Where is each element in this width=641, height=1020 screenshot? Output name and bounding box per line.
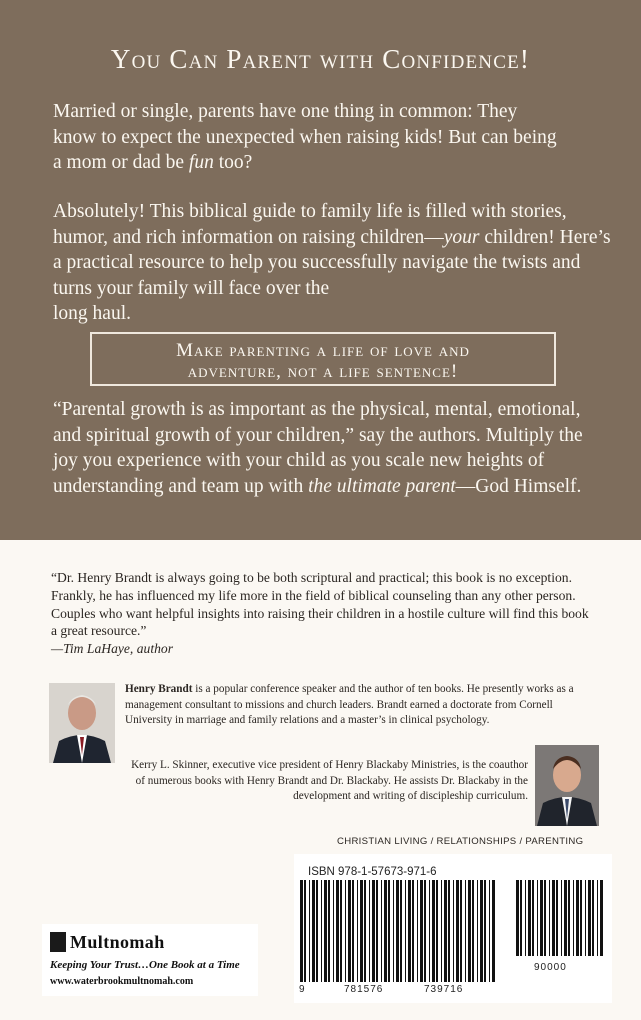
- barcode-bar: [312, 880, 315, 982]
- barcode-bar: [372, 880, 375, 982]
- author-photo-skinner: [535, 745, 599, 826]
- barcode-bar: [532, 880, 534, 956]
- barcode-bar: [420, 880, 423, 982]
- barcode-bar: [364, 880, 366, 982]
- barcode-bar: [600, 880, 603, 956]
- barcode-bar: [352, 880, 354, 982]
- description-emphasis: your: [443, 226, 480, 248]
- quote-emphasis: the ultimate parent: [308, 475, 456, 497]
- barcode-bar: [300, 880, 303, 982]
- endorsement: [51, 569, 596, 658]
- description-paragraph: [53, 199, 613, 327]
- barcode-bar: [456, 880, 459, 982]
- barcode-bar: [580, 880, 582, 956]
- barcode-bar: [573, 880, 574, 956]
- barcode-bar: [405, 880, 406, 982]
- barcode-bar: [460, 880, 462, 982]
- barcode-bar: [333, 880, 334, 982]
- headline: You Can Parent with Confidence!: [110, 44, 531, 74]
- endorsement-attribution: —Tim LaHaye, author: [51, 641, 173, 657]
- author-photo-brandt: [49, 683, 115, 763]
- barcode-bar: [588, 880, 591, 956]
- publisher-logo-icon: [50, 932, 66, 952]
- barcode-bar: [381, 880, 382, 982]
- barcode-bar: [316, 880, 318, 982]
- intro-line-3: a mom or dad be: [53, 152, 189, 173]
- barcode-bar: [400, 880, 402, 982]
- barcode-bar: [417, 880, 418, 982]
- barcode-bar: [468, 880, 471, 982]
- bio-brandt-text: is a popular conference speaker and the author of ten books. He presently works as a management consultant to missions and church leaders. Brandt earned a doctorate from Cornell University in marriage and family relations and a master’s in clinical psychology.: [125, 683, 574, 726]
- intro-paragraph: [53, 99, 608, 176]
- barcode-bar: [324, 880, 327, 982]
- publisher-tagline: Keeping Your Trust…One Book at a Time: [50, 959, 240, 971]
- barcode-bar: [448, 880, 450, 982]
- portrait-brandt-icon: [49, 683, 115, 763]
- intro-line-2: know to expect the unexpected when raising kids! But can being: [53, 126, 557, 148]
- quote-paragraph: [53, 397, 603, 499]
- barcode-bar: [528, 880, 531, 956]
- barcode-bar: [576, 880, 579, 956]
- barcode-bar: [477, 880, 478, 982]
- barcode-bar: [552, 880, 555, 956]
- description-text-1: Absolutely! This biblical guide to family life is filled with stories, humor, and rich information on raising children—: [53, 201, 567, 248]
- barcode-bar: [441, 880, 442, 982]
- description-text-3: long haul.: [53, 303, 131, 324]
- barcode-bar: [376, 880, 378, 982]
- boxed-tagline-line-2: adventure, not a life sentence!: [187, 361, 459, 382]
- barcode-price-code: 90000: [534, 962, 567, 973]
- barcode-bar: [369, 880, 370, 982]
- barcode-bar: [564, 880, 567, 956]
- barcode-bar: [429, 880, 430, 982]
- barcode-bar: [484, 880, 486, 982]
- barcode-bar: [592, 880, 594, 956]
- description-text-2: children! Here’s a practical resource to help you successfully navigate the twists and turns your family will face over the: [53, 226, 611, 299]
- barcode-bar: [544, 880, 546, 956]
- barcode-bar: [568, 880, 570, 956]
- back-cover-bottom-panel: [0, 540, 641, 1020]
- barcode-addon-icon: [514, 880, 606, 956]
- barcode-bar: [357, 880, 358, 982]
- barcode-bar: [384, 880, 387, 982]
- barcode-bar: [396, 880, 399, 982]
- barcode-bar: [309, 880, 310, 982]
- quote-text-2: —God Himself.: [455, 475, 582, 497]
- intro-tail: too?: [213, 152, 253, 173]
- quote-text-1: “Parental growth is as important as the physical, mental, emotional, and spiritual growth of your children,” say the authors. Multiply the joy you experience with your child as you scale new heights of understanding and team up with: [53, 399, 583, 497]
- barcode-bar: [561, 880, 562, 956]
- intro-line-1: Married or single, parents have one thing in common: They: [53, 101, 518, 122]
- barcode-bar: [585, 880, 586, 956]
- bio-brandt-name: Henry Brandt: [125, 683, 193, 695]
- portrait-skinner-icon: [535, 745, 599, 826]
- barcode-bar: [489, 880, 490, 982]
- barcode-bar: [520, 880, 522, 956]
- barcode-bar: [432, 880, 435, 982]
- barcode-bar: [537, 880, 538, 956]
- barcode-bar: [321, 880, 322, 982]
- barcode-bar: [525, 880, 526, 956]
- barcode-bar: [360, 880, 363, 982]
- barcode-first-digit: 9: [299, 984, 306, 995]
- isbn-label: ISBN 978-1-57673-971-6: [308, 866, 437, 878]
- barcode-bar: [444, 880, 447, 982]
- category-label: CHRISTIAN LIVING / RELATIONSHIPS / PARENTING: [337, 836, 584, 847]
- barcode-bar: [480, 880, 483, 982]
- intro-emphasis: fun: [188, 152, 214, 173]
- bio-skinner: Kerry L. Skinner, executive vice president of Henry Blackaby Ministries, is the coauthor of numerous books with Henry Brandt and Dr. Blackaby. He assists Dr. Blackaby in the development and writing of discipleship curriculum.: [131, 759, 528, 802]
- barcode-bar: [336, 880, 339, 982]
- barcode-bar: [388, 880, 390, 982]
- publisher-block: [42, 924, 258, 996]
- publisher-name: Multnomah: [70, 932, 165, 952]
- barcode-bar: [328, 880, 330, 982]
- barcode-bar: [436, 880, 438, 982]
- barcode-bar: [345, 880, 346, 982]
- endorsement-text: “Dr. Henry Brandt is always going to be both scriptural and practical; this book is no exception. Frankly, he has influenced my life more in the field of biblical counseling than any other person. Couples who want helpful insights into raising their children in a hostile culture will find this book a great resource.”: [51, 570, 589, 639]
- boxed-tagline: [90, 332, 556, 386]
- barcode-group-1: 781576: [344, 984, 384, 995]
- publisher-url: www.waterbrookmultnomah.com: [50, 976, 194, 987]
- barcode-bar: [597, 880, 598, 956]
- bio-brandt: [125, 682, 595, 729]
- barcode-bar: [408, 880, 411, 982]
- barcode-bar: [540, 880, 543, 956]
- isbn-barcode: [294, 854, 612, 1003]
- barcode-bar: [549, 880, 550, 956]
- boxed-tagline-line-1: Make parenting a life of love and: [176, 340, 470, 361]
- barcode-bar: [453, 880, 454, 982]
- barcode-bar: [556, 880, 558, 956]
- barcode-bar: [516, 880, 519, 956]
- barcode-bar: [465, 880, 466, 982]
- barcode-group-2: 739716: [424, 984, 464, 995]
- barcode-bar: [472, 880, 474, 982]
- barcode-bar: [412, 880, 414, 982]
- barcode-bar: [304, 880, 306, 982]
- barcode-bar: [348, 880, 351, 982]
- barcode-bar: [340, 880, 342, 982]
- barcode-main-icon: [298, 880, 496, 982]
- barcode-bar: [393, 880, 394, 982]
- barcode-bar: [424, 880, 426, 982]
- barcode-bar: [492, 880, 495, 982]
